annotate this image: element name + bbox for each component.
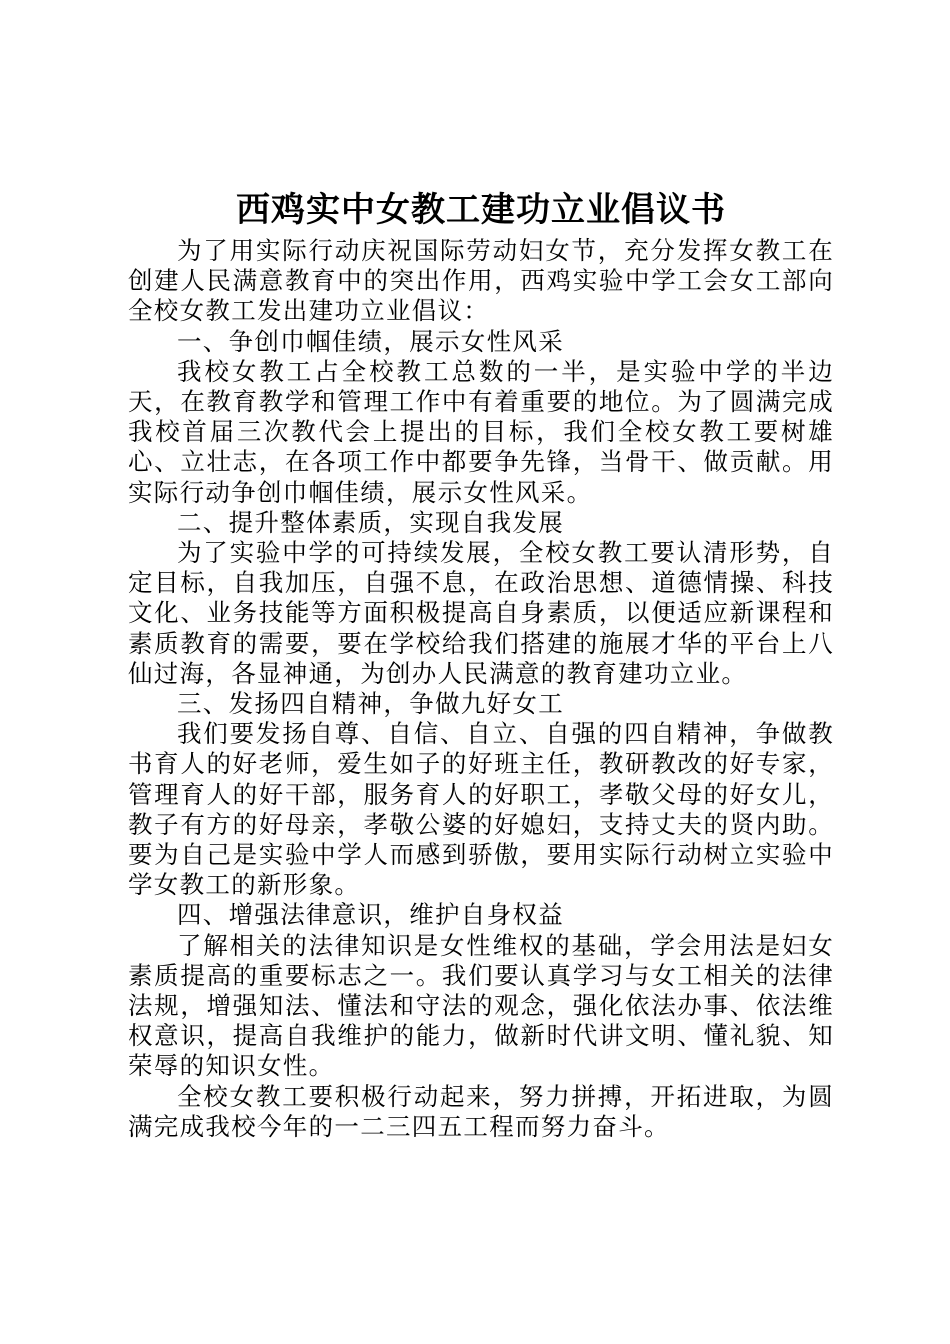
section-heading-4: 四、增强法律意识，维护自身权益 <box>177 900 564 930</box>
closing-paragraph: 全校女教工要积极行动起来，努力拼搏，开拓进取，为圆满完成我校今年的一二三四五工程而努力奋斗。 <box>128 1081 834 1141</box>
section-heading-3: 三、发扬四自精神，争做九好女工 <box>177 689 564 719</box>
section-heading-2: 二、提升整体素质，实现自我发展 <box>177 507 564 537</box>
section-heading-1: 一、争创巾帼佳绩，展示女性风采 <box>177 326 564 356</box>
section-body-1: 我校女教工占全校教工总数的一半，是实验中学的半边天，在教育教学和管理工作中有着重要的地位。为了圆满完成我校首届三次教代会上提出的目标，我们全校女教工要树雄心、立壮志，在各项工作中都要争先锋，当骨干、做贡献。用实际行动争创巾帼佳绩，展示女性风采。 <box>128 356 834 507</box>
document-page <box>128 188 834 1142</box>
section-body-4: 了解相关的法律知识是女性维权的基础，学会用法是妇女素质提高的重要标志之一。我们要认真学习与女工相关的法律法规，增强知法、懂法和守法的观念，强化依法办事、依法维权意识，提高自我维护的能力，做新时代讲文明、懂礼貌、知荣辱的知识女性。 <box>128 930 834 1081</box>
section-body-2: 为了实验中学的可持续发展，全校女教工要认清形势，自定目标，自我加压，自强不息，在政治思想、道德情操、科技文化、业务技能等方面积极提高自身素质，以便适应新课程和素质教育的需要，要在学校给我们搭建的施展才华的平台上八仙过海，各显神通，为创办人民满意的教育建功立业。 <box>128 538 834 688</box>
document-title: 西鸡实中女教工建功立业倡议书 <box>236 190 726 230</box>
section-body-3: 我们要发扬自尊、自信、自立、自强的四自精神，争做教书育人的好老师，爱生如子的好班主任，教研教改的好专家，管理育人的好干部，服务育人的好职工，孝敬父母的好女儿，教子有方的好母亲，孝敬公婆的好媳妇，支持丈夫的贤内助。要为自己是实验中学人而感到骄傲，要用实际行动树立实验中学女教工的新形象。 <box>128 719 834 900</box>
intro-paragraph: 为了用实际行动庆祝国际劳动妇女节，充分发挥女教工在创建人民满意教育中的突出作用，西鸡实验中学工会女工部向全校女教工发出建功立业倡议： <box>128 236 834 326</box>
